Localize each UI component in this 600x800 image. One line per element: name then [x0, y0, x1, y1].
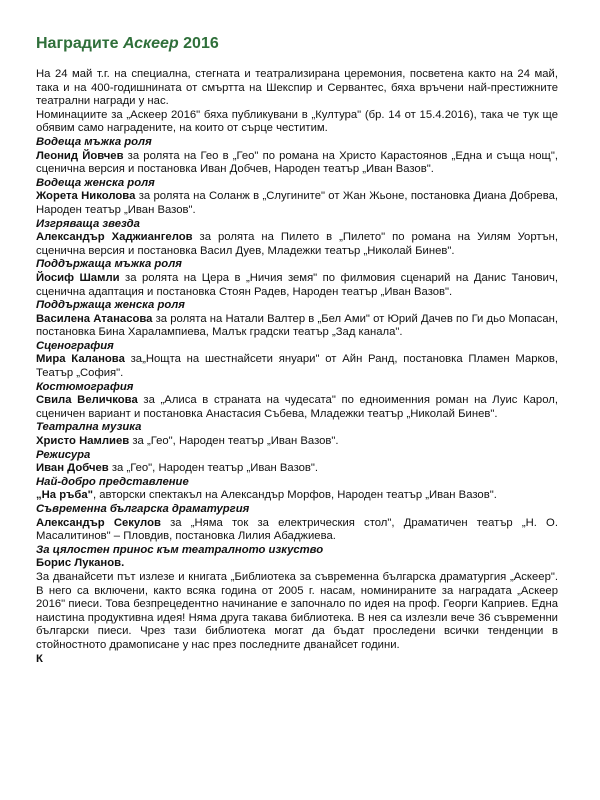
title-prefix: Наградите — [36, 35, 123, 52]
award-entry — [36, 218, 558, 259]
award-category: Поддържаща женска роля — [36, 299, 185, 312]
award-description: за „Няма ток за електрическия стол", Драматичен театър „Н. О. Масалитинов" – Пловдив, постановка Лилия Абаджиева. — [36, 516, 558, 543]
award-winner: Жорета Николова — [36, 190, 136, 203]
award-text — [36, 489, 558, 503]
award-category: Режисура — [36, 448, 91, 461]
award-text — [36, 313, 558, 340]
award-entry — [36, 476, 558, 503]
award-text — [36, 190, 558, 217]
intro-paragraph: Номинациите за „Аскеер 2016" бяха публикувани в „Култура" (бр. 14 от 15.4.2016), така че тук ще обявим само наградените, на които от сърце честитим. — [36, 108, 558, 135]
award-category: Изгряваща звезда — [36, 217, 140, 230]
award-winner: Александър Хаджиангелов — [36, 231, 193, 244]
award-entry — [36, 381, 558, 422]
award-description: за ролята на Натали Валтер в „Бел Ами" от Юрий Дачев по Ги дьо Мопасан, постановка Бина Харалампиева, Малък градски театър „Зад канала". — [36, 312, 558, 339]
article-title — [36, 34, 558, 54]
award-description: за „Алиса в страната на чудесата" по едноименния роман на Луис Карол, сценичен вариант и постановка Анастасия Събева, Младежки театър „Николай Бинев". — [36, 394, 558, 420]
award-text — [36, 517, 558, 544]
award-text — [36, 272, 558, 299]
award-winner: Леонид Йовчев — [36, 149, 124, 162]
award-winner: Василена Атанасова — [36, 312, 153, 325]
award-text — [36, 353, 558, 380]
award-category: Костюмография — [36, 380, 134, 393]
award-category: Сценография — [36, 339, 114, 352]
award-description: за„Нощта на шестнайсети януари" от Айн Ранд, постановка Пламен Марков, Театър „София". — [36, 353, 558, 380]
award-category: Водеща мъжка роля — [36, 135, 152, 148]
award-category: За цялостен принос към театралното изкуство — [36, 543, 324, 556]
award-winner: „На ръба" — [36, 489, 93, 502]
award-winner: Мира Каланова — [36, 353, 125, 366]
award-description: за ролята на Цера в „Ничия земя" по филмовия сценарий на Данис Танович, сценична адаптация и постановка Стоян Радев, Народен театър „Иван Вазов". — [36, 271, 558, 298]
article — [36, 34, 558, 666]
closing-paragraph: За дванайсети път излезе и книгата „Библиотека за съвременна българска драматургия „Аскеер". В него са включени, както всяка година от 2005 г. насам, номинираните за наградата „Аскеер 2016" пиеси. Това безпрецедентно начинание е започнало по идея на проф. Георги Каприев. Една наистина продуктивна идея! Няма друга такава библиотека. В нея са излезли вече 36 съвременни български пиеси. Чрез тази библиотека могат да бъдат проследени всички тенденции в стойностното драмописане у нас през последните дванайсет години. — [36, 570, 558, 651]
award-text — [36, 462, 558, 476]
signature: К — [36, 652, 43, 665]
award-category: Водеща женска роля — [36, 176, 155, 189]
award-description: за ролята на Пилето в „Пилето" по романа на Уилям Уортън, сценична версия и постановка Васил Дуев, Младежки театър „Николай Бинев". — [36, 231, 558, 257]
award-category: Най-добро представление — [36, 475, 189, 488]
award-winner: Борис Луканов. — [36, 557, 125, 570]
award-entry — [36, 136, 558, 177]
award-entry — [36, 177, 558, 218]
award-entry — [36, 503, 558, 544]
award-winner: Христо Намлиев — [36, 435, 130, 448]
title-italic: Аскеер — [122, 35, 179, 52]
award-winner: Йосиф Шамли — [36, 271, 120, 284]
award-category: Театрална музика — [36, 421, 142, 434]
award-entry — [36, 299, 558, 340]
award-entry — [36, 544, 558, 571]
award-text — [36, 435, 558, 449]
award-description: за „Гео", Народен театър „Иван Вазов". — [129, 435, 339, 448]
award-winner: Александър Секулов — [36, 516, 161, 529]
award-text — [36, 557, 558, 571]
award-text — [36, 394, 558, 421]
award-entry — [36, 449, 558, 476]
award-category: Поддържаща мъжка роля — [36, 258, 182, 271]
award-entry — [36, 421, 558, 448]
intro-paragraph: На 24 май т.г. на специална, стегната и театрализирана церемония, посветена както на 24 май, така и на 400-годишнината от смъртта на Шекспир и Сервантес, бяха връчени най-престижните театрални награди у нас. — [36, 68, 558, 108]
award-category: Съвременна българска драматургия — [36, 503, 250, 515]
award-text — [36, 150, 558, 177]
award-entry — [36, 258, 558, 299]
award-description: за ролята на Соланж в „Слугините" от Жан Жьоне, постановка Диана Добрева, Народен театър „Иван Вазов". — [36, 190, 558, 216]
award-winner: Иван Добчев — [36, 462, 109, 475]
award-description: за „Гео", Народен театър „Иван Вазов". — [108, 462, 319, 475]
award-description: за ролята на Гео в „Гео" по романа на Христо Карастоянов „Една и съща нощ", сценична версия и постановка Иван Добчев, Народен театър „Иван Вазов". — [36, 149, 558, 176]
award-entry — [36, 340, 558, 381]
award-text — [36, 231, 558, 258]
award-winner: Свила Величкова — [36, 394, 138, 407]
title-suffix: 2016 — [178, 35, 219, 52]
award-description: , авторски спектакъл на Александър Морфов, Народен театър „Иван Вазов". — [92, 489, 497, 502]
